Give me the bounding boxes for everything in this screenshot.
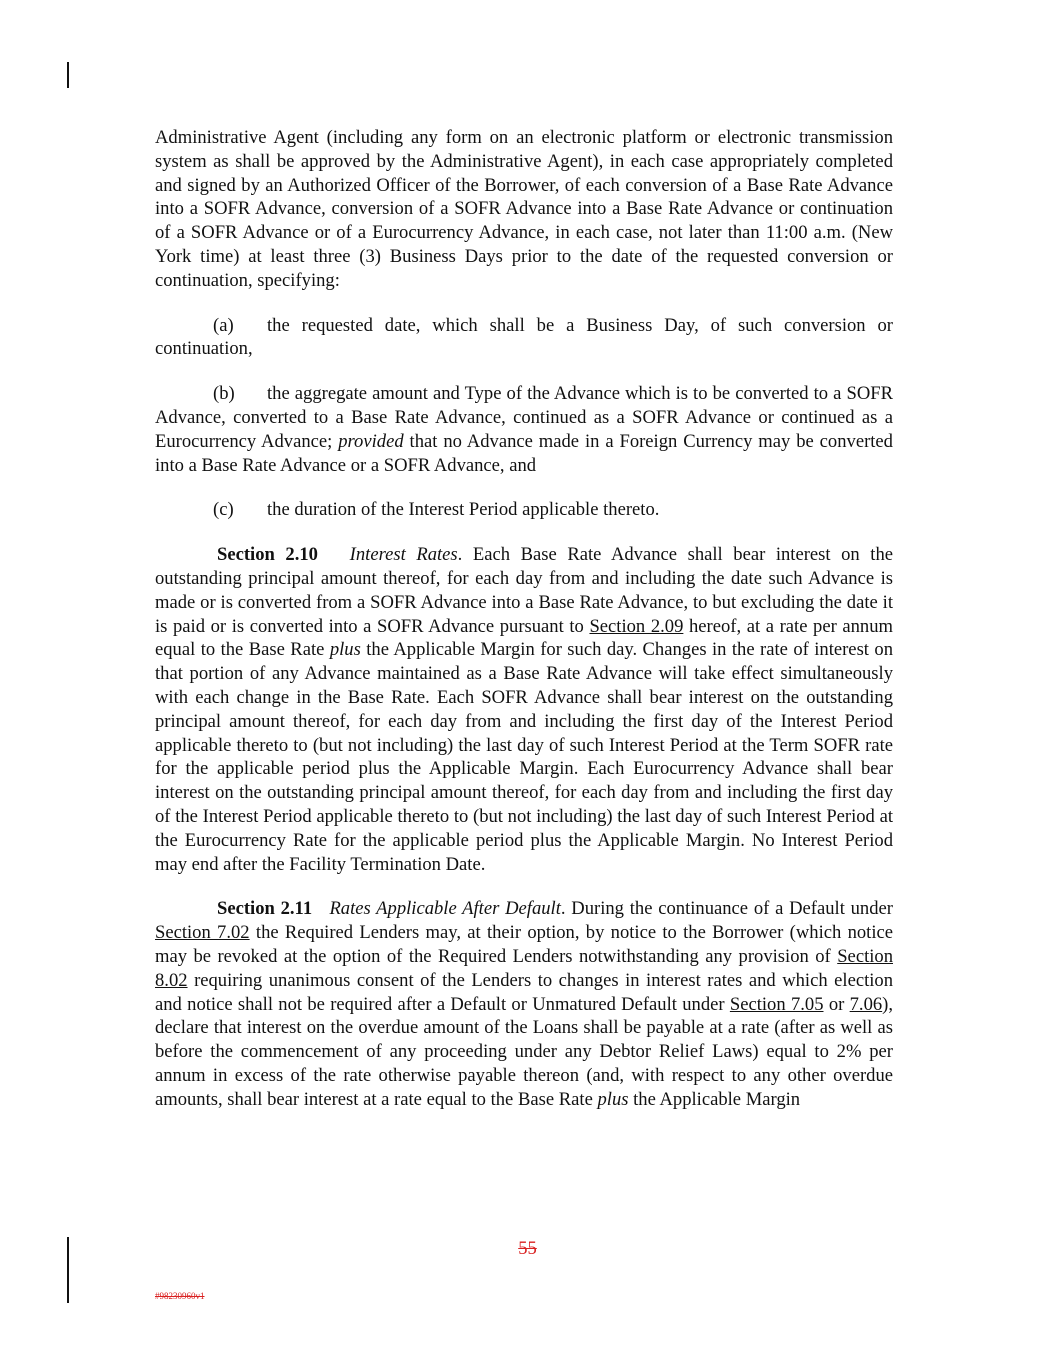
intro-text: Administrative Agent (including any form on an electronic platform or electronic transmission system as shall be approved by the Administrative Agent), in each case appropriately completed and signed by an Authorized Officer of the Borrower, of each conversion of a Base Rate Advance into a SOFR Advance, conversion of a SOFR Advance into a Base Rate Advance or continuation of a SOFR Advance or of a Eurocurrency Advance, in each case, not later than 11:00 a.m. (New York time) at least three (3) Business Days prior to the date of the requested conversion or continuation, specifying:: [155, 127, 893, 291]
list-item-a: [155, 314, 893, 362]
item-a-text: the requested date, which shall be a Business Day, of such conversion or continuation,: [155, 314, 893, 360]
item-c-text: the duration of the Interest Period applicable thereto.: [267, 499, 660, 521]
intro-paragraph: [155, 126, 893, 293]
section-2-10-text-3: the Applicable Margin for such day. Changes in the rate of interest on that portion of any Advance maintained as a Base Rate Advance will take effect simultaneously with each change in the Base Rate. Each SOFR Advance shall bear interest on the outstanding principal amount thereof, for each day from and including the first day of the Interest Period applicable thereto to (but not including) the last day of such Interest Period at the Term SOFR rate for the applicable period plus the Applicable Margin. Each Eurocurrency Advance shall bear interest on the outstanding principal amount thereof, for each day from and including the first day of the Interest Period applicable thereto to (but not including) the last day of such Interest Period at the Eurocurrency Rate for the applicable period plus the Applicable Margin. No Interest Period may end after the Facility Termination Date.: [155, 639, 893, 875]
section-2-11: [155, 897, 893, 1111]
section-2-11-text-4: or: [828, 993, 845, 1015]
section-2-11-text-5: ), declare that interest on the overdue amount of the Loans shall be payable at a rate (after as well as before the commencement of any proceeding under any Debtor Relief Laws) equal to 2% per annum in excess of the rate otherwise payable thereon (and, with respect to any other overdue amounts, shall bear interest at a rate equal to the Base Rate: [155, 993, 894, 1110]
section-2-11-number: Section 2.11: [217, 898, 313, 920]
list-item-c: [155, 498, 893, 522]
section-7-02-reference[interactable]: Section 7.02: [155, 922, 250, 944]
section-2-09-reference[interactable]: Section 2.09: [589, 615, 684, 637]
item-c-marker: (c): [213, 499, 234, 521]
section-2-10-title: Interest Rates: [349, 544, 458, 566]
section-2-10-number: Section 2.10: [217, 544, 318, 566]
item-b-text-1: the aggregate amount and Type of the Advance which is to be converted to a SOFR Advance, converted to a Base Rate Advance, continued as a SOFR Advance or continued as a Eurocurrency Advance;: [155, 383, 893, 452]
section-2-11-text-2: the Required Lenders may, at their option, by notice to the Borrower (which notice may be revoked at the option of the Required Lenders notwithstanding any provision of: [155, 922, 893, 967]
item-b-provided: provided: [338, 430, 404, 452]
item-a-marker: (a): [213, 314, 234, 336]
page-body: [155, 126, 893, 1111]
item-b-text-2: that no Advance made in a Foreign Currency may be converted into a Base Rate Advance or a SOFR Advance, and: [155, 430, 893, 476]
section-2-10: [155, 543, 893, 876]
section-2-11-title: Rates Applicable After Default: [329, 898, 561, 920]
section-2-10-plus: plus: [329, 639, 361, 661]
section-2-10-text-1: . Each Base Rate Advance shall bear interest on the outstanding principal amount thereof, for each day from and including the date such Advance is made or is converted from a SOFR Advance into a Base Rate Advance, to but excluding the date it is paid or is converted into a SOFR Advance pursuant to: [155, 544, 894, 637]
section-2-11-plus: plus: [597, 1088, 629, 1110]
document-id: #98230960v1: [155, 1291, 205, 1301]
item-b-marker: (b): [213, 383, 235, 405]
page-number: 55: [518, 1238, 537, 1259]
section-7-05-reference[interactable]: Section 7.05: [729, 993, 824, 1015]
section-7-06-reference[interactable]: 7.06: [849, 993, 883, 1015]
section-2-11-text-6: the Applicable Margin: [633, 1088, 801, 1110]
section-8-02-reference[interactable]: Section 8.02: [155, 945, 893, 991]
section-2-11-text-3: requiring unanimous consent of the Lenders to changes in interest rates and which election and notice shall not be required after a Default or Unmatured Default under: [155, 969, 893, 1015]
list-item-b: [155, 382, 893, 477]
section-2-10-text-2: hereof, at a rate per annum equal to the Base Rate: [155, 615, 893, 661]
revision-bar-top: [67, 62, 69, 88]
section-2-11-text-1: . During the continuance of a Default under: [560, 898, 893, 920]
